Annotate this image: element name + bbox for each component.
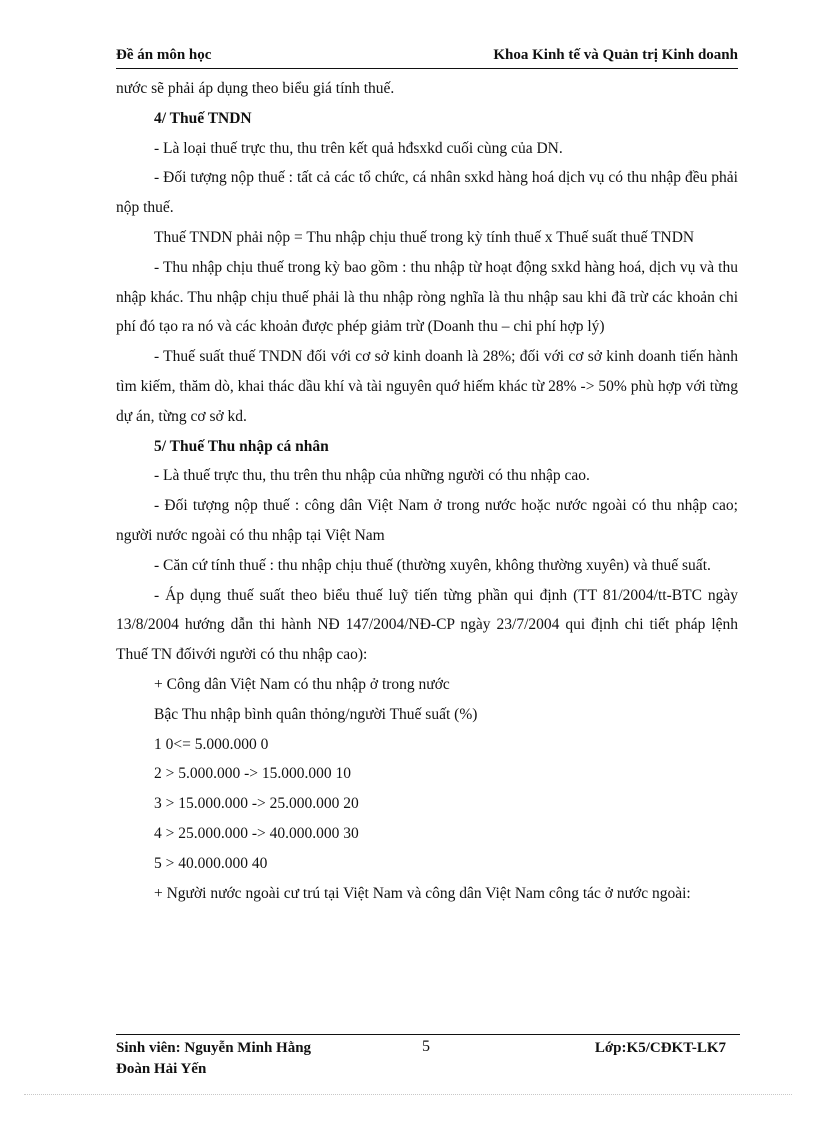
paragraph: - Thu nhập chịu thuế trong kỳ bao gồm : thu nhập từ hoạt động sxkd hàng hoá, dịch vụ và thu nhập khác. Thu nhập chịu thuế phải là thu nhập ròng nghĩa là thu nhập sau khi đã trừ các khoản chi phí đó tạo ra nó và các khoản được phép giảm trừ (Doanh thu – chi phí hợp lý) bbox=[116, 258, 738, 336]
paragraph: - Căn cứ tính thuế : thu nhập chịu thuế (thường xuyên, không thường xuyên) và thuế suất. bbox=[154, 556, 711, 574]
header-course-title: Đề án môn học bbox=[116, 47, 212, 63]
footer-student-name: Sinh viên: Nguyễn Minh Hằng bbox=[116, 1040, 312, 1056]
tax-table-row: 2 > 5.000.000 -> 15.000.000 10 bbox=[154, 765, 352, 783]
paragraph: - Thuế suất thuế TNDN đối với cơ sở kinh doanh là 28%; đối với cơ sở kinh doanh tiến hành tìm kiếm, thăm dò, khai thác dầu khí và tài nguyên quớ hiếm khác từ 28% -> 50% phù hợp với từng dự án, từng cơ sở kd. bbox=[116, 348, 738, 425]
tax-table-row: 3 > 15.000.000 -> 25.000.000 20 bbox=[154, 795, 359, 813]
footer-student-name-2: Đoàn Hải Yến bbox=[116, 1061, 207, 1077]
paragraph: Thuế TNDN phải nộp = Thu nhập chịu thuế trong kỳ tính thuế x Thuế suất thuế TNDN bbox=[154, 228, 695, 246]
paragraph: - Là loại thuế trực thu, thu trên kết quả hđsxkd cuối cùng của DN. bbox=[154, 139, 563, 157]
footer-class: Lớp:K5/CĐKT-LK7 bbox=[594, 1040, 726, 1056]
document-body bbox=[116, 74, 738, 908]
tax-table-row: 4 > 25.000.000 -> 40.000.000 30 bbox=[154, 824, 359, 842]
tax-table-row: 1 0<= 5.000.000 0 bbox=[154, 735, 269, 753]
tax-table-row: 5 > 40.000.000 40 bbox=[154, 854, 268, 872]
footer-divider bbox=[116, 1034, 740, 1035]
paragraph-continuation: nước sẽ phải áp dụng theo biểu giá tính thuế. bbox=[116, 80, 395, 97]
tax-table-header: Bậc Thu nhập bình quân thỏng/người Thuế suất (%) bbox=[154, 705, 478, 723]
paragraph: + Người nước ngoài cư trú tại Việt Nam và công dân Việt Nam công tác ở nước ngoài: bbox=[154, 884, 691, 902]
header-faculty: Khoa Kinh tế và Quản trị Kinh doanh bbox=[493, 47, 738, 63]
paragraph: - Đối tượng nộp thuế : công dân Việt Nam ở trong nước hoặc nước ngoài có thu nhập cao; người nước ngoài có thu nhập tại Việt Nam bbox=[116, 497, 738, 544]
paragraph: + Công dân Việt Nam có thu nhập ở trong nước bbox=[154, 675, 450, 693]
section-heading-personal-income-tax: 5/ Thuế Thu nhập cá nhân bbox=[154, 437, 329, 455]
page-header bbox=[116, 46, 738, 69]
paragraph: - Là thuế trực thu, thu trên thu nhập của những người có thu nhập cao. bbox=[154, 467, 590, 485]
paragraph: - Đối tượng nộp thuế : tất cả các tổ chức, cá nhân sxkd hàng hoá dịch vụ có thu nhập đều phải nộp thuế. bbox=[116, 169, 738, 217]
paragraph: - Áp dụng thuế suất theo biểu thuế luỹ tiến từng phần qui định (TT 81/2004/tt-BTC ngày 13/8/2004 hướng dẫn thi hành NĐ 147/2004/NĐ-CP ngày 23/7/2004 qui định chi tiết pháp lệnh Thuế TN đốivới người có thu nhập cao): bbox=[116, 586, 738, 664]
section-heading-tndn: 4/ Thuế TNDN bbox=[154, 109, 252, 127]
page-number: 5 bbox=[422, 1038, 430, 1055]
page-bottom-dotted-rule bbox=[24, 1094, 792, 1095]
